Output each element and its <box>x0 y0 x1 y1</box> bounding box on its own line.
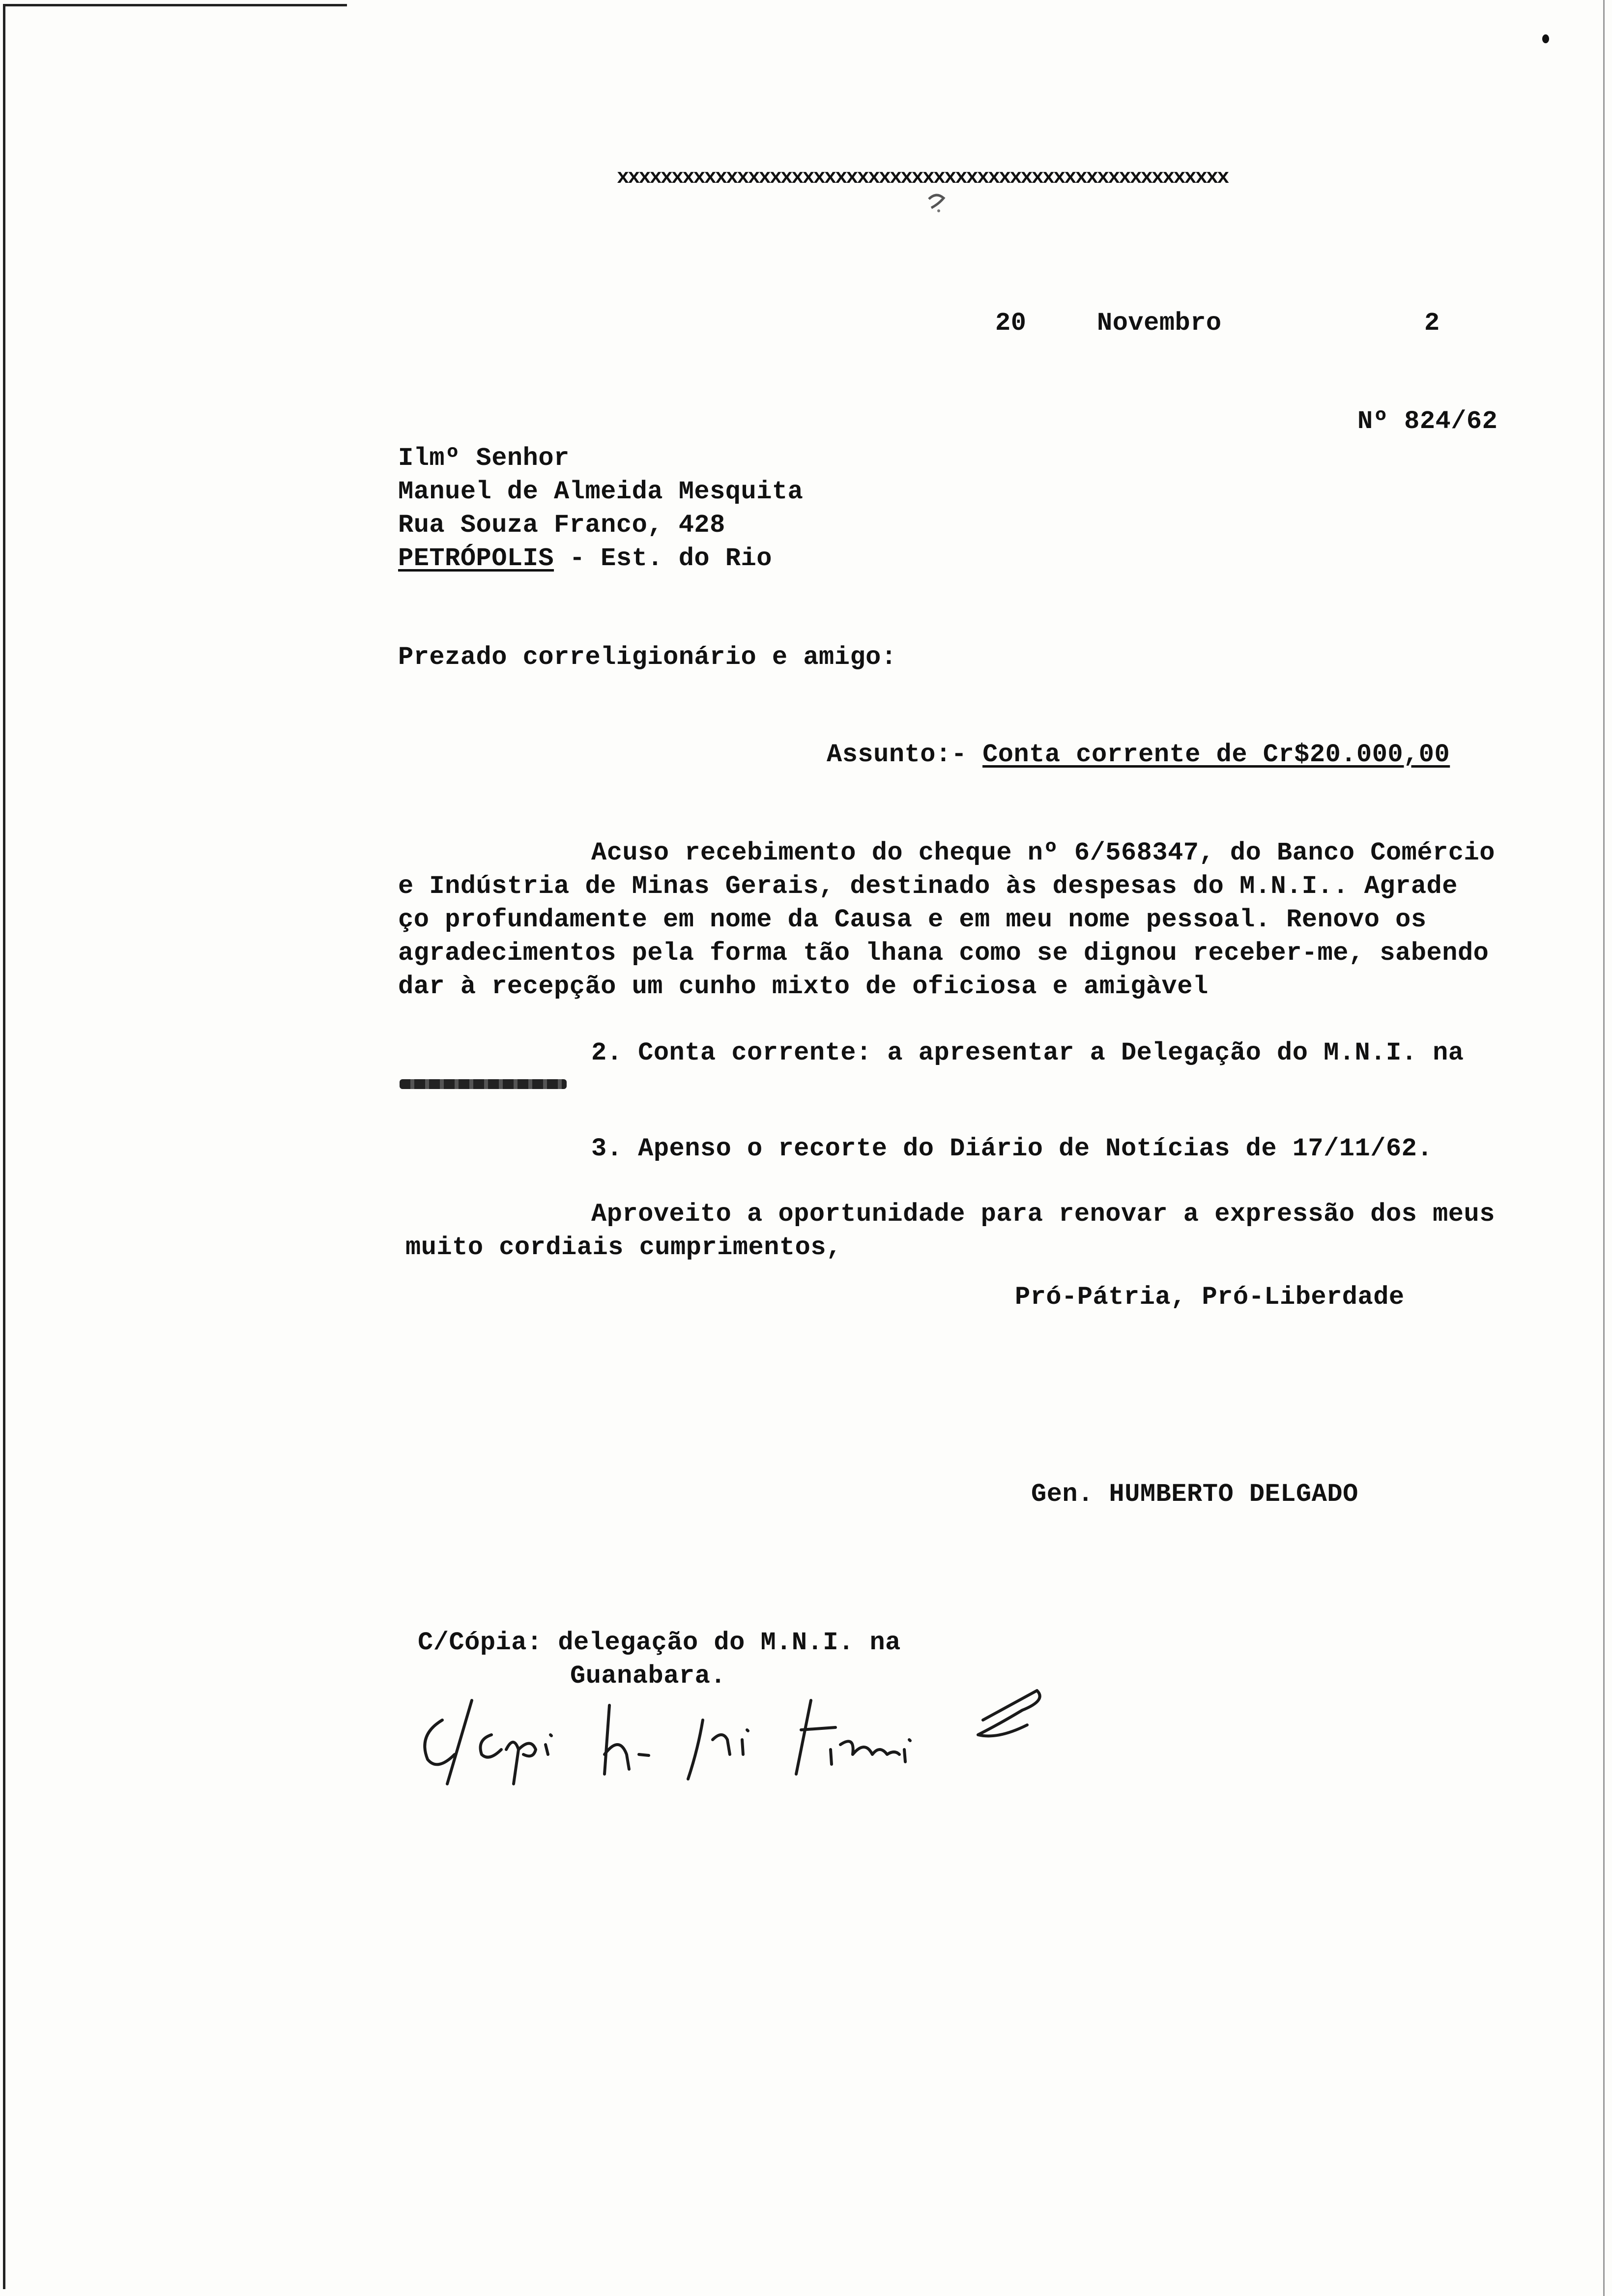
header-ornament: xxxxxxxxxxxxxxxxxxxxxxxxxxxxxxxxxxxxxxxxxxxxxxxxxxxxxxxx <box>617 166 1228 189</box>
paragraph-1-line-4: agradecimentos pela forma tão lhana como se dignou receber-me, sabendo <box>398 939 1489 968</box>
handwritten-note-image <box>408 1681 1106 1799</box>
signature-name: Gen. HUMBERTO DELGADO <box>1031 1480 1358 1509</box>
recipient-state: - Est. do Rio <box>554 544 772 573</box>
struck-out-word <box>400 1079 567 1089</box>
paragraph-1-line-5: dar à recepção um cunho mixto de oficiosa e amigàvel <box>398 972 1209 1001</box>
paragraph-2: 2. Conta corrente: a apresentar a Delegação do M.N.I. na <box>591 1038 1464 1067</box>
paragraph-1-line-3: ço profundamente em nome da Causa e em meu nome pessoal. Renovo os <box>398 905 1427 934</box>
copy-note-line-1: C/Cópia: delegação do M.N.I. na <box>418 1628 901 1657</box>
closing-motto: Pró-Pátria, Pró-Liberdade <box>1015 1283 1405 1312</box>
ink-smudge <box>924 189 953 214</box>
copy-note-line-2: Guanabara. <box>570 1662 726 1691</box>
recipient-address-line <box>398 543 772 575</box>
recipient-street: Rua Souza Franco, 428 <box>398 511 725 540</box>
paragraph-1-line-2: e Indústria de Minas Gerais, destinado às despesas do M.N.I.. Agrade <box>398 872 1458 901</box>
subject-value: Conta corrente de Cr$20.000,00 <box>982 740 1450 769</box>
page-right-edge <box>1603 0 1605 2296</box>
ink-spot <box>1542 34 1549 43</box>
page-top-edge <box>3 4 347 6</box>
page-left-edge <box>3 4 5 2289</box>
subject-label: Assunto:- <box>827 740 983 769</box>
date-day: 20 <box>995 309 1027 338</box>
date-year: 2 <box>1424 309 1440 338</box>
subject-line <box>827 739 1450 771</box>
date-month: Novembro <box>1097 309 1222 338</box>
reference-number: Nº 824/62 <box>1357 407 1498 436</box>
paragraph-4-line-2: muito cordiais cumprimentos, <box>405 1233 842 1262</box>
paragraph-4-line-1: Aproveito a oportunidade para renovar a expressão dos meus <box>591 1200 1495 1229</box>
recipient-title: Ilmº Senhor <box>398 444 570 473</box>
paragraph-1-line-1: Acuso recebimento do cheque nº 6/568347, do Banco Comércio <box>591 838 1495 867</box>
recipient-name: Manuel de Almeida Mesquita <box>398 477 804 506</box>
paragraph-3: 3. Apenso o recorte do Diário de Notícias de 17/11/62. <box>591 1134 1433 1163</box>
salutation: Prezado correligionário e amigo: <box>398 643 897 672</box>
recipient-city: PETRÓPOLIS <box>398 544 554 573</box>
